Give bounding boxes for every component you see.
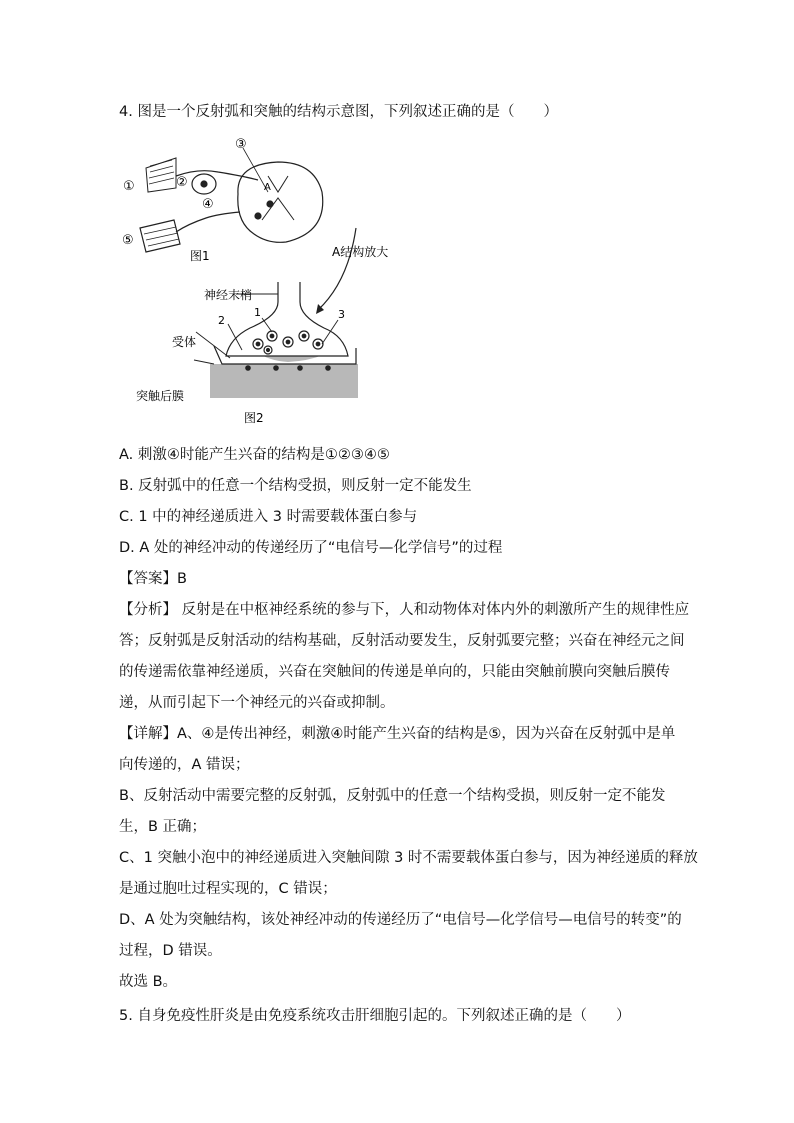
analysis-line: 递，从而引起下一个神经元的兴奋或抑制。 <box>119 695 395 711</box>
answer: 【答案】B <box>119 571 187 587</box>
spinal-cord <box>238 162 323 242</box>
enlarge-arrow <box>318 228 356 310</box>
option-c: C. 1 中的神经递质进入 3 时需要载体蛋白参与 <box>119 509 418 525</box>
option-d: D. A 处的神经冲动的传递经历了“电信号—化学信号”的过程 <box>119 540 503 556</box>
detail-line: B、反射活动中需要完整的反射弧，反射弧中的任意一个结构受损，则反射一定不能发 <box>119 788 666 804</box>
figure-1-reflex-arc <box>140 148 323 252</box>
label-5: ⑤ <box>122 233 134 248</box>
label-4: ④ <box>202 197 214 212</box>
enlarge-label: A结构放大 <box>332 245 389 259</box>
reflex-arc-synapse-figure <box>118 132 418 432</box>
detail-line: 生，B 正确； <box>119 819 207 835</box>
detail-line: 故选 B。 <box>119 974 178 990</box>
detail-line: 向传递的，A 错误； <box>119 757 250 773</box>
label-A: A <box>264 182 271 193</box>
question-4-stem: 4. 图是一个反射弧和突触的结构示意图，下列叙述正确的是（ ） <box>119 104 558 120</box>
postsynaptic-label: 突触后膜 <box>136 389 185 403</box>
label-d3: 3 <box>338 308 345 321</box>
analysis-line: 答；反射弧是反射活动的结构基础，反射活动要发生，反射弧要完整；兴奋在神经元之间 <box>119 633 685 649</box>
receptor-label: 受体 <box>172 335 197 349</box>
effector-muscle <box>140 220 180 252</box>
label-d1: 1 <box>254 306 261 319</box>
option-a: A. 刺激④时能产生兴奋的结构是①②③④⑤ <box>119 447 390 463</box>
figure-1-caption: 图1 <box>190 249 210 263</box>
detail-line: D、A 处为突触结构，该处神经冲动的传递经历了“电信号—化学信号—电信号的转变”的 <box>119 912 682 928</box>
option-b: B. 反射弧中的任意一个结构受损，则反射一定不能发生 <box>119 478 472 494</box>
label-1: ① <box>123 179 135 194</box>
label-2: ② <box>176 175 188 190</box>
question-5-stem: 5. 自身免疫性肝炎是由免疫系统攻击肝细胞引起的。下列叙述正确的是（ ） <box>119 1008 631 1024</box>
detail-line: 【详解】A、④是传出神经，刺激④时能产生兴奋的结构是⑤，因为兴奋在反射弧中是单 <box>119 726 676 742</box>
terminal-label: 神经末梢 <box>204 288 253 302</box>
analysis-line: 【分析】 反射是在中枢神经系统的参与下，人和动物体对体内外的刺激所产生的规律性应 <box>119 602 690 618</box>
detail-line: 是通过胞吐过程实现的，C 错误； <box>119 881 337 897</box>
analysis-line: 的传递需依靠神经递质，兴奋在突触间的传递是单向的，只能由突触前膜向突触后膜传 <box>119 664 670 680</box>
figure-2-caption: 图2 <box>244 411 264 425</box>
efferent-nerve <box>176 212 240 232</box>
label-3: ③ <box>235 137 247 152</box>
detail-line: C、1 突触小泡中的神经递质进入突触间隙 3 时不需要载体蛋白参与，因为神经递质的释放 <box>119 850 698 866</box>
label-d2: 2 <box>218 314 225 327</box>
detail-line: 过程，D 错误。 <box>119 943 222 959</box>
